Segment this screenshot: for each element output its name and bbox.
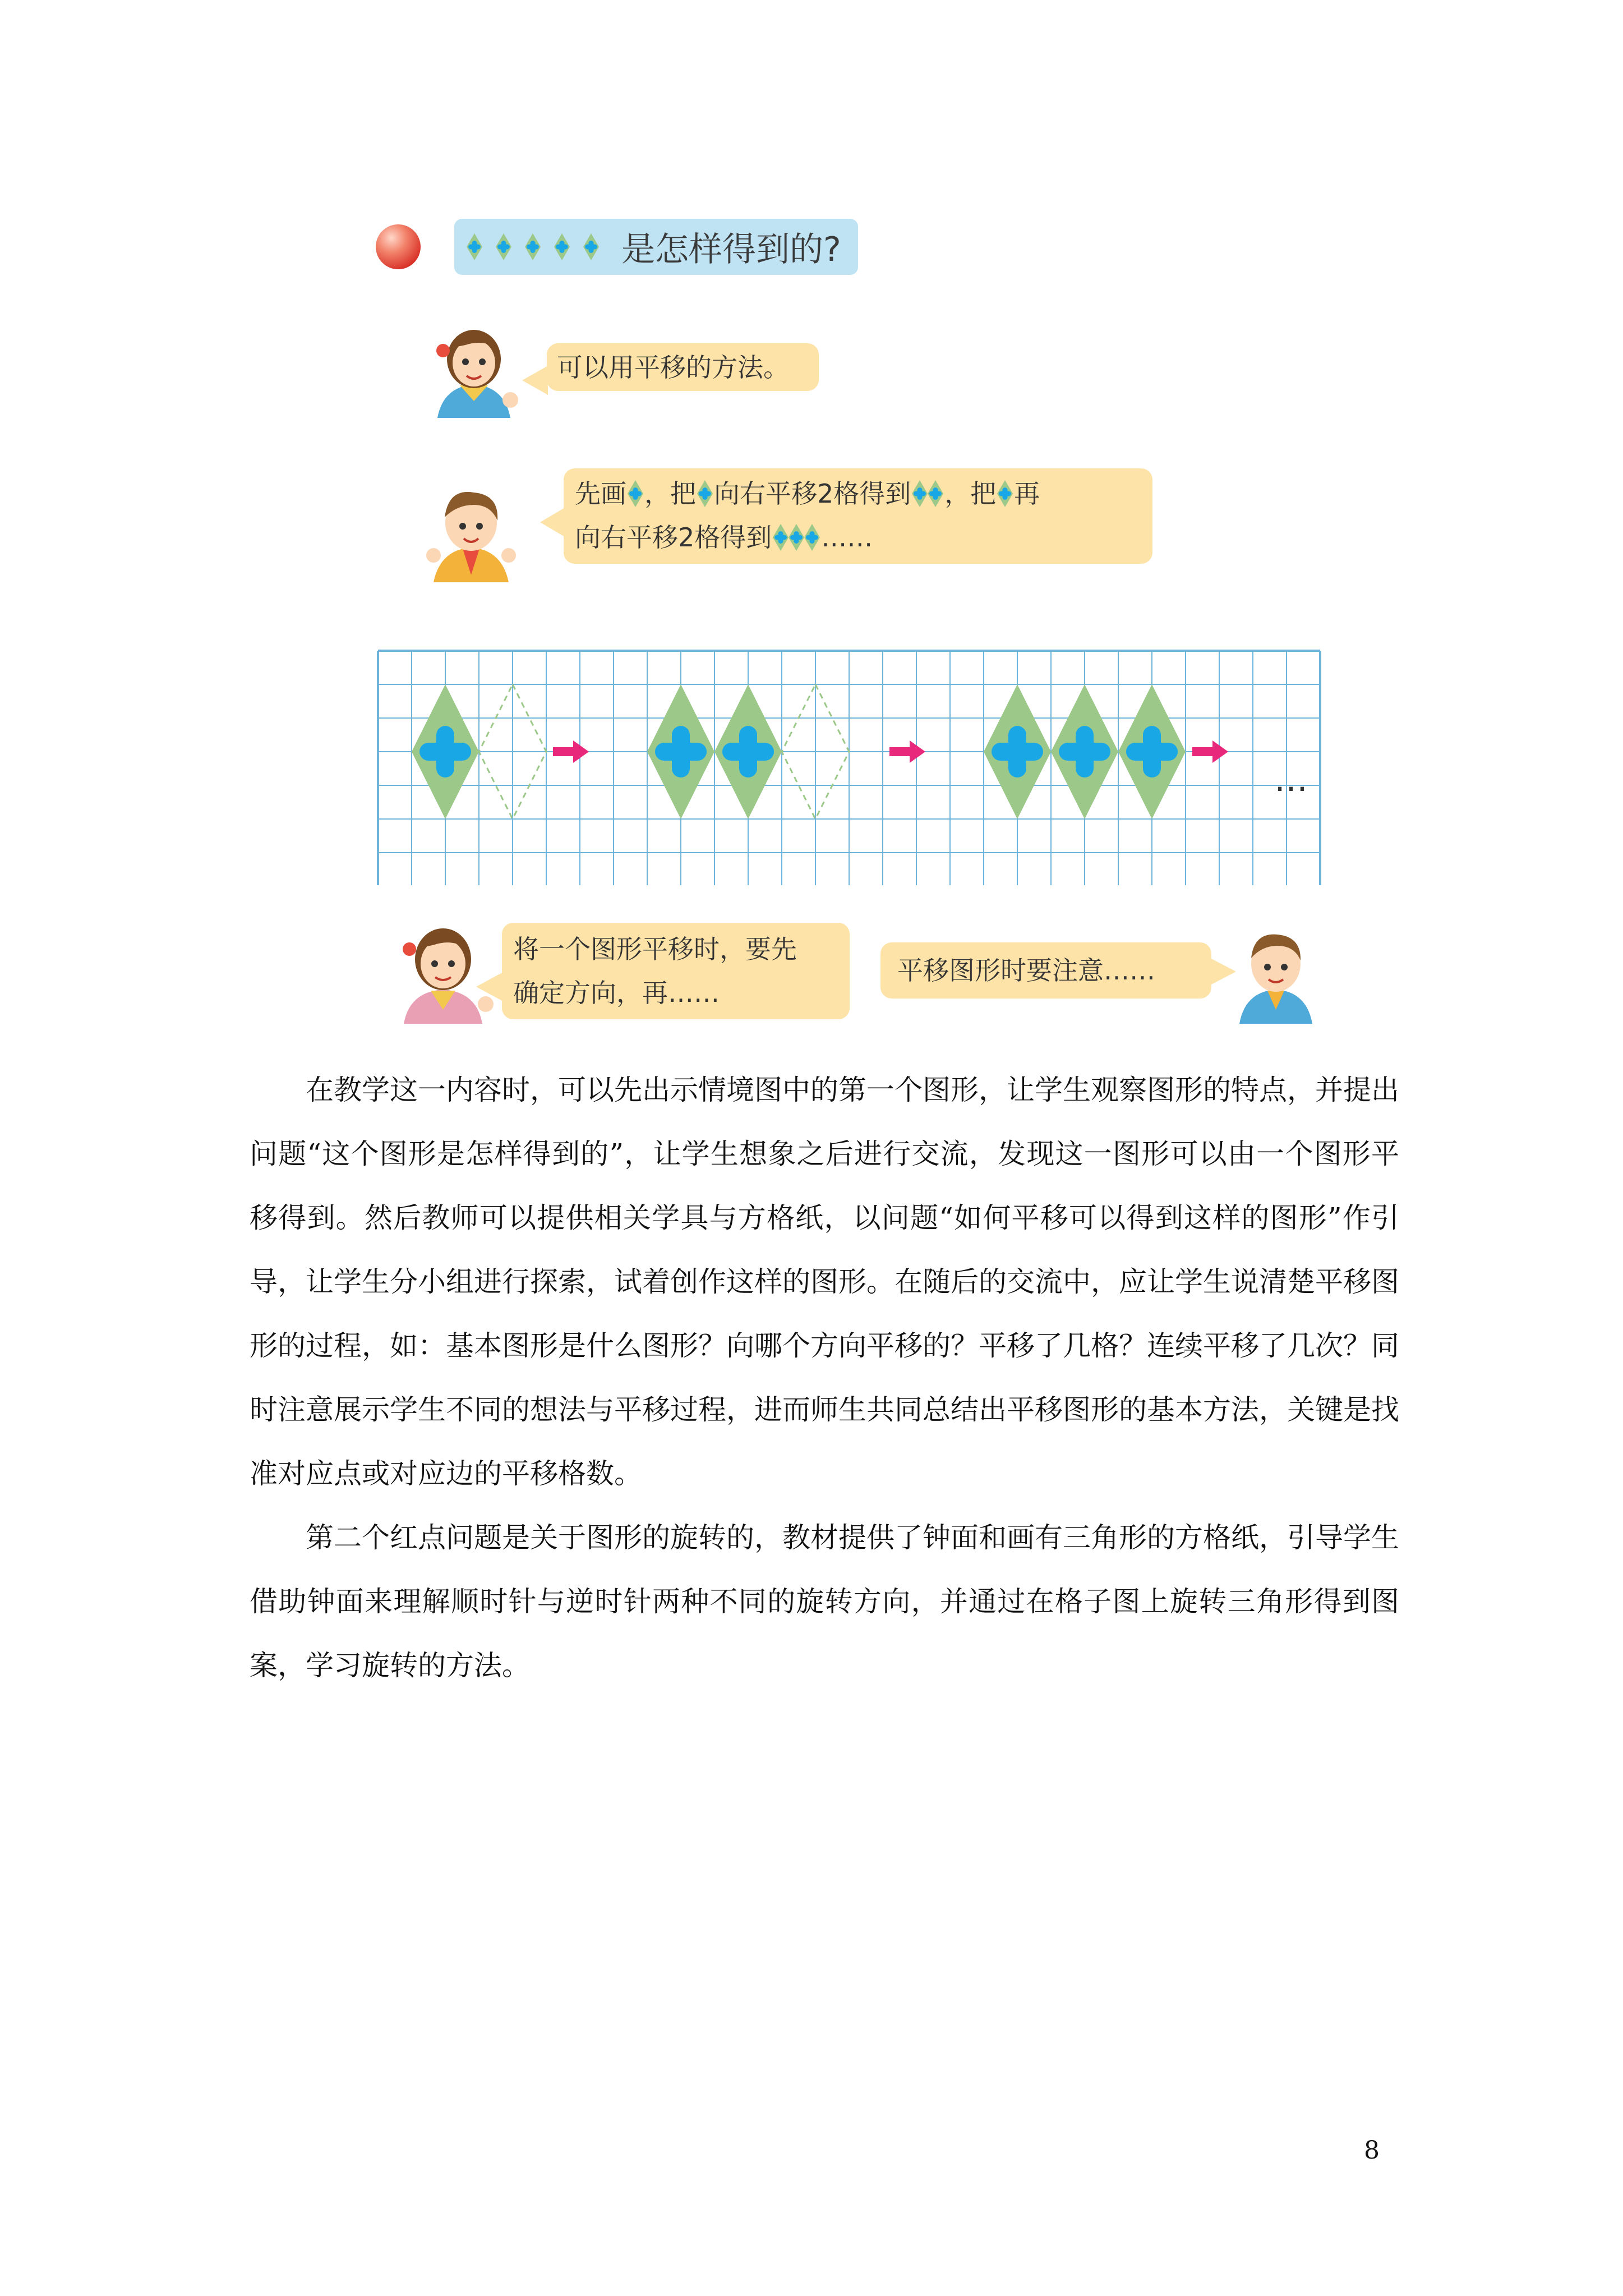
translation-grid-figure xyxy=(377,650,1325,887)
diamond-cross-icon xyxy=(997,480,1013,507)
cross-horizontal xyxy=(419,743,471,761)
body-paragraph-2 xyxy=(250,1506,1399,1697)
question-banner xyxy=(454,219,858,275)
translation-arrow xyxy=(889,740,925,763)
cross-horizontal xyxy=(1059,743,1110,761)
grid-lines xyxy=(378,651,1320,885)
boy-speech-line-1 xyxy=(575,472,1152,516)
girl2-speech-line-2: 确定方向，再…… xyxy=(513,978,720,1008)
pattern-mini-icon xyxy=(467,230,618,264)
girl-speech-bubble xyxy=(547,343,819,391)
cross-horizontal xyxy=(1126,743,1178,761)
translation-arrow xyxy=(553,740,589,763)
boy-speech-segment: 向右平移2格得到 xyxy=(714,478,911,509)
cross-horizontal xyxy=(655,743,707,761)
girl2-speech-line-1: 将一个图形平移时，要先 xyxy=(513,934,797,964)
boy2-speech-bubble xyxy=(880,942,1211,999)
grid-ellipsis: … xyxy=(1274,760,1308,799)
boy-speech-segment: …… xyxy=(821,522,873,553)
diamond-cross-icon xyxy=(697,480,713,507)
boy-avatar xyxy=(423,482,519,583)
girl-avatar xyxy=(426,323,522,421)
paragraph-2-text: 第二个红点问题是关于图形的旋转的，教材提供了钟面和画有三角形的方格纸，引导学生借助钟面来理解顺时针与逆时针两种不同的旋转方向，并通过在格子图上旋转三角形得到图案，学习旋转的方法。 xyxy=(250,1521,1399,1682)
double-diamond-icon xyxy=(912,480,943,507)
red-dot-marker xyxy=(376,224,421,269)
boy-speech-segment: 向右平移2格得到 xyxy=(575,522,772,553)
girl-speech-text: 可以用平移的方法。 xyxy=(557,352,789,383)
body-paragraph-1 xyxy=(250,1058,1399,1506)
boy-speech-bubble xyxy=(564,468,1152,564)
diamond-cross-icon xyxy=(628,480,643,507)
boy-speech-segment: ，把 xyxy=(644,478,696,509)
boy-speech-segment: ，把 xyxy=(944,478,997,509)
boy-speech-segment: 先画 xyxy=(575,478,626,509)
cross-horizontal xyxy=(722,743,774,761)
cross-horizontal xyxy=(992,743,1043,761)
triple-diamond-icon xyxy=(773,524,820,551)
boy-speech-segment: 再 xyxy=(1014,478,1040,509)
boy-speech-line-2 xyxy=(575,516,1152,559)
question-text: 是怎样得到的? xyxy=(621,230,841,269)
boy2-speech-text: 平移图形时要注意…… xyxy=(897,955,1155,986)
translation-arrow xyxy=(1192,740,1228,763)
page-number: 8 xyxy=(1364,2136,1380,2165)
girl2-speech-bubble xyxy=(502,923,850,1019)
paragraph-1-text: 在教学这一内容时，可以先出示情境图中的第一个图形，让学生观察图形的特点，并提出问题“这个图形是怎样得到的”，让学生想象之后进行交流，发现这一图形可以由一个图形平移得到。然后教师可以提供相关学具与方格纸，以问题“如何平移可以得到这样的图形”作引导，让学生分小组进行探索，试着创作这样的图形。在随后的交流中，应让学生说清楚平移图形的过程，如：基本图形是什么图形？向哪个方向平移的？平移了几格？连续平移了几次？同时注意展示学生不同的想法与平移过程，进而师生共同总结出平移图形的基本方法，关键是找准对应点或对应边的平移格数。 xyxy=(250,1074,1399,1490)
boy2-avatar xyxy=(1234,926,1318,1024)
